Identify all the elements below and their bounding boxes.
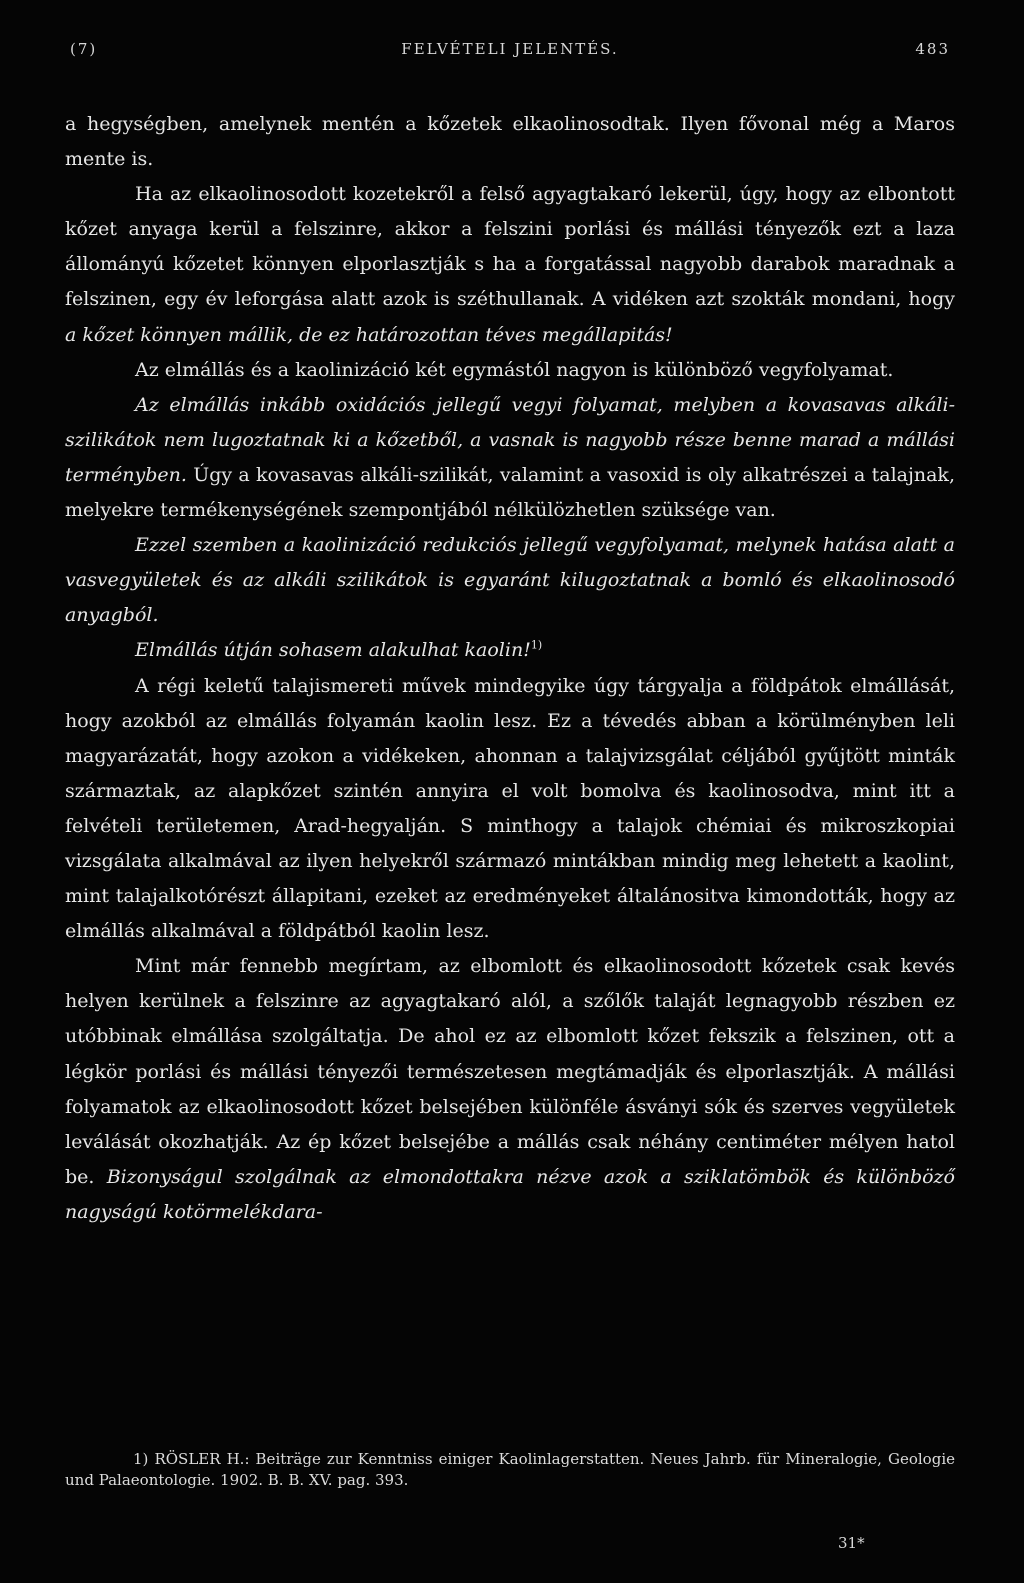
text-run: Az elmállás és a kaolinizáció két egymástól nagyon is különböző vegyfolyamat. [135, 358, 894, 381]
italic-text: Elmállás útján sohasem alakulhat kaolin! [135, 639, 531, 662]
paragraph [65, 388, 955, 528]
paragraph [65, 949, 955, 1230]
footnote [65, 1449, 955, 1491]
paragraph [65, 633, 955, 668]
text-run: Mint már fennebb megírtam, az elbomlott és elkaolinosodott kőzetek csak kevés helyen kerülnek a felszinre az agyagtakaró alól, a szőlők talaját legnagyobb részben ez utóbbinak elmállása szolgáltatja. De ahol ez az elbomlott kőzet fekszik a felszinen, ott a légkör porlási és mállási tényezői természetesen megtámadják és elporlasztják. A mállási folyamatok az elkaolinosodott kőzet belsejében különféle ásványi sók és szerves vegyületek leválását okozhatják. Az ép kőzet belsejébe a mállás csak néhány centiméter mélyen hatol be. [65, 955, 955, 1188]
text-run: Úgy a kovasavas alkáli-szilikát, valamint a vasoxid is oly alkatrészei a talajnak, melyekre termékenységének szempontjából nélkülözhetlen szüksége van. [65, 463, 955, 522]
paragraph [65, 177, 955, 352]
body-text [65, 107, 955, 1230]
paragraph [65, 107, 955, 177]
paragraph [65, 669, 955, 950]
italic-text: Az elmállás inkább oxidációs jellegű vegyi folyamat, melyben a kovasavas alkáli-szilikátok nem lugoztatnak ki a kőzetből, a vasnak is nagyobb része benne marad a mállási terményben. [65, 393, 955, 486]
text-run: Ha az elkaolinosodott kozetekről a felső agyagtakaró lekerül, úgy, hogy az elbontott kőzet anyaga kerül a felszinre, akkor a felszini porlási és mállási tényezők ezt a laza állományú kőzetet könnyen elporlasztják s ha a forgatással nagyobb darabok maradnak a felszinen, egy év leforgása alatt azok is széthullanak. A vidéken azt szokták mondani, hogy [65, 183, 955, 311]
section-number: (7) [70, 40, 98, 58]
running-title: FELVÉTELI JELENTÉS. [401, 40, 619, 58]
paragraph [65, 528, 955, 633]
printer-signature: 31* [838, 1534, 865, 1552]
italic-text: a kőzet könnyen mállik, de ez határozottan téves megállapitás! [65, 323, 673, 346]
footnote-reference: 1) [530, 639, 543, 653]
paragraph [65, 353, 955, 388]
running-header [70, 40, 950, 64]
text-run: a hegységben, amelynek mentén a kőzetek elkaolinosodtak. Ilyen fővonal még a Maros mente is. [65, 113, 955, 171]
text-run: A régi keletű talajismereti művek mindegyike úgy tárgyalja a földpátok elmállását, hogy azokból az elmállás folyamán kaolin lesz. Ez a tévedés abban a körülményben leli magyarázatát, hogy azokon a vidékeken, ahonnan a talajvizsgálat céljából gyűjtött minták származtak, az alapkőzet szintén annyira el volt bomolva és kaolinosodva, mint itt a felvételi területemen, Arad-hegyalján. S minthogy a talajok chémiai és mikroszkopiai vizsgálata alkalmával az ilyen helyekről származó mintákban mindig meg lehetett a kaolint, mint talajalkotórészt állapitani, ezeket az eredményeket általánositva kimondották, hogy az elmállás alkalmával a földpátból kaolin lesz. [65, 674, 955, 943]
footnote-marker: 1) [133, 1450, 149, 1468]
footnote-text: RÖSLER H.: Beiträge zur Kenntniss einiger Kaolinlagerstatten. Neues Jahrb. für Mineralogie, Geologie und Palaeontologie. 1902. B. B. XV. pag. 393. [65, 1450, 955, 1489]
page-number: 483 [915, 40, 950, 58]
italic-text: Bizonyságul szolgálnak az elmondottakra nézve azok a sziklatömbök és különböző nagyságú kotörmelékdara- [65, 1165, 955, 1223]
italic-text: Ezzel szemben a kaolinizáció redukciós jellegű vegyfolyamat, melynek hatása alatt a vasvegyületek és az alkáli szilikátok is egyaránt kilugoztatnak a bomló és elkaolinosodó anyagból. [65, 534, 955, 627]
